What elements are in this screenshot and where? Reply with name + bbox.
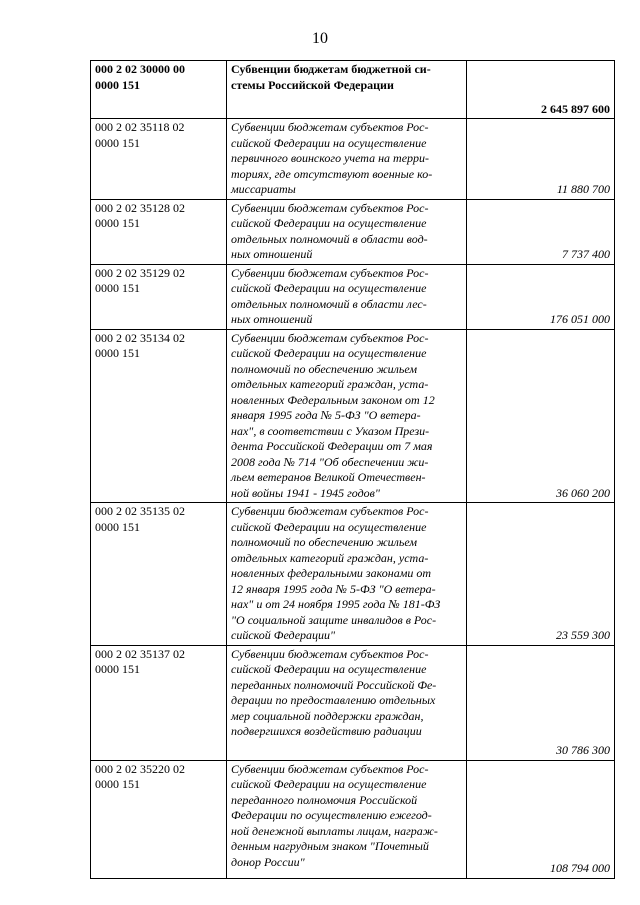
budget-code-line: 0000 151 [95, 135, 140, 150]
budget-description-line: денным нагрудным знаком "Почетный [231, 839, 429, 853]
budget-description-line: Субвенции бюджетам субъектов Рос- [231, 330, 429, 345]
budget-code-cell [91, 119, 227, 200]
budget-description-line: нах", в соответствии с Указом Прези- [231, 423, 430, 438]
budget-description-line: Субвенции бюджетам субъектов Рос- [231, 120, 429, 134]
budget-description-line: сийской Федерации на осуществление [231, 281, 427, 295]
budget-description-line: ных отношений [231, 312, 313, 326]
budget-description-line: сийской Федерации на осуществление [231, 135, 427, 150]
budget-description-line: "О социальной защите инвалидов в Рос- [231, 612, 437, 627]
table-row [91, 119, 615, 200]
table-row [91, 61, 615, 119]
table-row [91, 199, 615, 264]
budget-description-cell [227, 61, 467, 119]
budget-description-line: нах" и от 24 ноября 1995 года № 181-ФЗ [231, 597, 441, 611]
budget-code-cell [91, 199, 227, 264]
budget-description-line: сийской Федерации на осуществление [231, 346, 427, 360]
budget-description-line: дерации по предоставлению отдельных [231, 693, 436, 707]
budget-description-line: переданных полномочий Российской Фе- [231, 677, 437, 692]
budget-description-line: новленных Федеральным законом от 12 [231, 392, 435, 407]
budget-description-line: отдельных полномочий в области лес- [231, 296, 427, 311]
budget-code-line: 0000 151 [95, 777, 140, 791]
budget-description-line: сийской Федерации на осуществление [231, 662, 427, 676]
budget-description-cell [227, 264, 467, 329]
budget-description-line: полномочий по обеспечению жильем [231, 535, 418, 549]
budget-description-line: ной войны 1941 - 1945 годов" [231, 485, 380, 500]
budget-description-line: Субвенции бюджетам бюджетной си- [231, 62, 431, 76]
budget-code-line: 0000 151 [95, 662, 140, 676]
budget-code-line: 0000 151 [95, 346, 140, 360]
budget-code-line: 000 2 02 35220 02 [95, 761, 185, 776]
budget-description-cell [227, 503, 467, 646]
budget-description-line: ториях, где отсутствуют военные ко- [231, 166, 433, 181]
budget-description-line: Субвенции бюджетам субъектов Рос- [231, 504, 429, 518]
budget-description-line: Федерации по осуществлению ежегод- [231, 808, 432, 822]
budget-amount-cell: 11 880 700 [467, 119, 615, 200]
budget-description-line: ной денежной выплаты лицам, награж- [231, 823, 438, 838]
table-row [91, 264, 615, 329]
budget-description-line: января 1995 года № 5-ФЗ "О ветера- [231, 408, 421, 422]
budget-description-line: ных отношений [231, 247, 313, 261]
budget-description-line: Субвенции бюджетам субъектов Рос- [231, 646, 429, 661]
budget-description-line: новленных федеральными законами от [231, 566, 432, 580]
table-row [91, 329, 615, 503]
budget-code-cell [91, 329, 227, 503]
budget-description-line: полномочий по обеспечению жильем [231, 361, 418, 376]
budget-description-cell [227, 645, 467, 760]
budget-amount-cell: 2 645 897 600 [467, 61, 615, 119]
budget-code-line: 000 2 02 35129 02 [95, 265, 185, 280]
table-row [91, 645, 615, 760]
budget-description-cell [227, 329, 467, 503]
budget-description-line: 12 января 1995 года № 5-ФЗ "О ветера- [231, 581, 436, 596]
budget-code-cell [91, 645, 227, 760]
budget-code-line: 000 2 02 35135 02 [95, 504, 185, 518]
budget-amount-cell: 176 051 000 [467, 264, 615, 329]
budget-description-line: 2008 года № 714 "Об обеспечении жи- [231, 454, 429, 469]
table-row [91, 503, 615, 646]
budget-description-line: сийской Федерации на осуществление [231, 216, 427, 230]
budget-code-line: 000 2 02 35128 02 [95, 200, 185, 215]
budget-code-line: 0000 151 [95, 77, 140, 92]
budget-description-line: отдельных категорий граждан, уста- [231, 550, 429, 565]
budget-code-line: 0000 151 [95, 519, 140, 534]
budget-code-cell [91, 264, 227, 329]
budget-description-line: подвергшихся воздействию радиации [231, 724, 422, 738]
budget-description-line: сийской Федерации на осуществление [231, 519, 427, 534]
budget-table [90, 60, 615, 879]
budget-description-line: льем ветеранов Великой Отечествен- [231, 470, 426, 484]
budget-description-line: мер социальной поддержки граждан, [231, 708, 424, 723]
budget-description-line: отдельных категорий граждан, уста- [231, 377, 429, 391]
budget-code-line: 000 2 02 35134 02 [95, 330, 185, 345]
page-number: 10 [312, 30, 328, 47]
budget-code-cell [91, 760, 227, 878]
budget-description-line: сийской Федерации на осуществление [231, 777, 427, 791]
budget-description-line: Субвенции бюджетам субъектов Рос- [231, 200, 429, 215]
budget-code-line: 000 2 02 30000 00 [95, 62, 185, 76]
budget-code-line: 000 2 02 35118 02 [95, 120, 185, 134]
budget-code-line: 000 2 02 35137 02 [95, 646, 185, 661]
budget-amount-cell: 36 060 200 [467, 329, 615, 503]
budget-code-cell [91, 61, 227, 119]
budget-description-cell [227, 119, 467, 200]
budget-amount-cell: 23 559 300 [467, 503, 615, 646]
budget-description-line: первичного воинского учета на терри- [231, 151, 430, 165]
budget-code-cell [91, 503, 227, 646]
budget-description-line: миссариаты [231, 182, 296, 196]
budget-amount-cell: 108 794 000 [467, 760, 615, 878]
budget-description-line: сийской Федерации" [231, 628, 336, 642]
budget-code-line: 0000 151 [95, 216, 140, 230]
budget-description-line: донор России" [231, 854, 305, 869]
budget-code-line: 0000 151 [95, 281, 140, 295]
budget-amount-cell: 7 737 400 [467, 199, 615, 264]
budget-description-cell [227, 199, 467, 264]
budget-description-cell [227, 760, 467, 878]
budget-amount-cell: 30 786 300 [467, 645, 615, 760]
budget-description-line: Субвенции бюджетам субъектов Рос- [231, 265, 429, 280]
budget-description-line: переданного полномочия Российской [231, 792, 418, 807]
budget-description-line: стемы Российской Федерации [231, 77, 394, 92]
table-row [91, 760, 615, 878]
budget-description-line: Субвенции бюджетам субъектов Рос- [231, 761, 429, 776]
budget-description-line: дента Российской Федерации от 7 мая [231, 439, 433, 453]
budget-description-line: отдельных полномочий в области вод- [231, 231, 428, 246]
